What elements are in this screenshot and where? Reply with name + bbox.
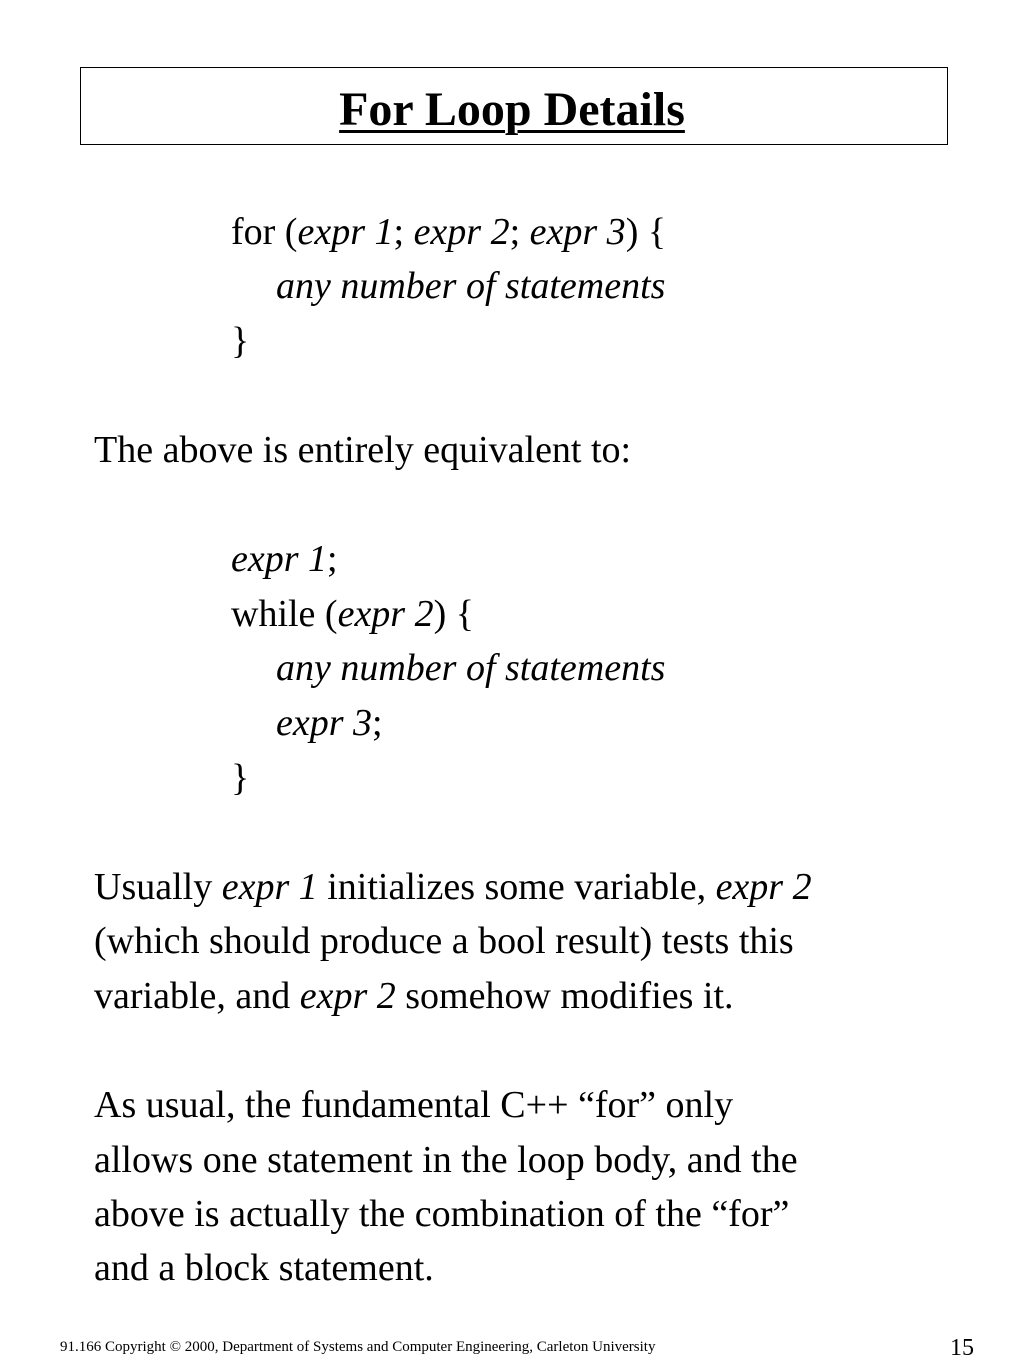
while-expr1: expr 1	[231, 538, 328, 580]
para1-text-l3c: somehow modifies it.	[395, 975, 734, 1017]
slide-title: For Loop Details	[339, 83, 685, 136]
for-expr2: expr 2	[413, 211, 510, 253]
para2-line4: and a block statement.	[94, 1247, 434, 1289]
while-semi3: ;	[372, 702, 383, 744]
page-number: 15	[950, 1335, 974, 1361]
while-expr1-line	[231, 537, 338, 581]
para1-line3	[94, 974, 734, 1018]
para1-text-c: initializes some variable,	[317, 866, 716, 908]
while-header-line	[231, 592, 474, 636]
for-body-line: any number of statements	[276, 265, 666, 307]
while-body-line: any number of statements	[276, 647, 666, 689]
para1-text-a: Usually	[94, 866, 222, 908]
for-close: ) {	[625, 211, 667, 253]
for-expr3: expr 3	[529, 211, 626, 253]
for-sep1: ;	[393, 211, 405, 253]
para2-line1: As usual, the fundamental C++ “for” only	[94, 1084, 734, 1126]
for-header-line	[231, 210, 666, 254]
para1-line1	[94, 865, 812, 909]
while-expr3-line	[276, 701, 383, 745]
while-expr3: expr 3	[276, 702, 373, 744]
while-closing-brace: }	[231, 757, 250, 799]
para1-expr2: expr 2	[715, 866, 812, 908]
for-keyword: for (	[231, 211, 298, 253]
while-close: ) {	[433, 593, 475, 635]
for-closing-brace: }	[231, 320, 250, 362]
para2-line2: allows one statement in the loop body, and the	[94, 1139, 798, 1181]
for-sep2: ;	[509, 211, 521, 253]
while-semi1: ;	[327, 538, 338, 580]
while-keyword: while (	[231, 593, 338, 635]
para1-line2: (which should produce a bool result) tests this	[94, 920, 794, 962]
para1-expr1: expr 1	[221, 866, 318, 908]
while-expr2: expr 2	[337, 593, 434, 635]
footer-copyright: 91.166 Copyright © 2000, Department of Systems and Computer Engineering, Carleton University	[60, 1339, 656, 1355]
para2-line3: above is actually the combination of the “for”	[94, 1193, 790, 1235]
para1-text-l3a: variable, and	[94, 975, 300, 1017]
equivalent-text: The above is entirely equivalent to:	[94, 429, 632, 471]
for-expr1: expr 1	[297, 211, 394, 253]
para1-expr2-b: expr 2	[299, 975, 396, 1017]
